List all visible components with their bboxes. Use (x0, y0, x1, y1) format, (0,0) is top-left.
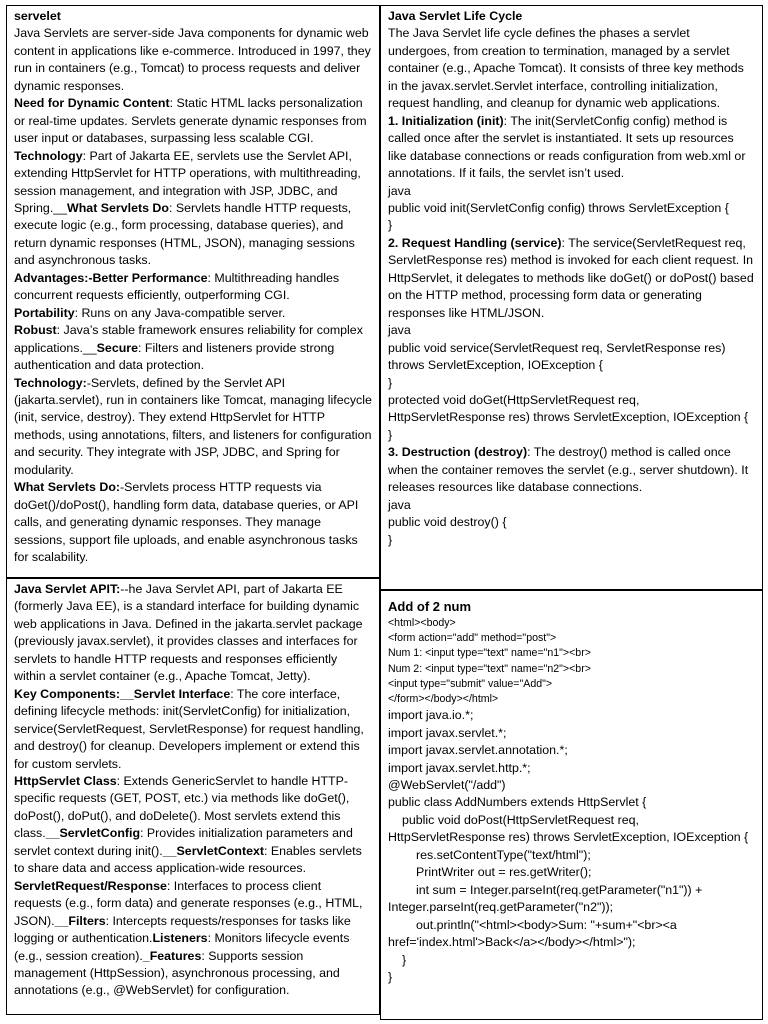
code-line: } (388, 218, 393, 233)
java-code-line: out.println("<html><body>Sum: "+sum+"<br><a href='index.html'>Back</a></body></html>"); (388, 917, 677, 950)
java-code-line: } (402, 952, 407, 967)
code-line: public void service(ServletRequest req, ServletResponse res) throws ServletException, IOException { (388, 340, 726, 373)
html-code-line: </form></body></html> (388, 693, 499, 706)
code-line: } (388, 532, 393, 547)
html-code-line: <form action="add" method="post"> (388, 632, 557, 645)
term: Listeners (152, 931, 208, 946)
definition: : Interfaces to process client requests (e.g., form data) and generate responses (e.g., HTML, JSON). (14, 878, 363, 928)
definition: : Part of Jakarta EE, servlets use the Servlet API, extending HttpServlet for HTTP operations, with multithreading, session management, and integration with JSP, JDBC, and Spring.__ (14, 148, 361, 215)
term: 2. Request Handling (service) (388, 235, 562, 250)
definition: : Servlets handle HTTP requests, execute logic (e.g., form processing, database queries), and return dynamic responses (HTML, JSON), managing sessions and asynchronous tasks. (14, 200, 355, 268)
paragraph (14, 479, 372, 566)
paragraph (14, 322, 372, 374)
java-code-line: int sum = Integer.parseInt(req.getParameter("n1")) + Integer.parseInt(req.getParameter("n2")); (388, 882, 703, 915)
definition: : Supports session management (HttpSession), asynchronous processing, and annotations (e.g., @WebServlet) for configuration. (14, 948, 340, 998)
term: __Filters (54, 913, 106, 928)
paragraph: Java Servlets are server-side Java components for dynamic web content in applications like e-commerce. Introduced in 1997, they run in containers (e.g., Tomcat) to process requests and deliver dynamic responses. (14, 26, 371, 93)
definition: : Filters and listeners provide strong authentication and data protection. (14, 340, 335, 373)
definition: : Static HTML lacks personalization or real-time updates. Servlets generate dynamic responses from user input or databases, surpassing less scalable CGI. (14, 96, 367, 146)
term: Robust (14, 323, 57, 338)
java-code-line: import javax.servlet.http.*; (388, 760, 531, 775)
term: Need for Dynamic Content (14, 96, 170, 111)
panel-title: Java Servlet APIT: (14, 582, 121, 596)
java-code-line: public class AddNumbers extends HttpServlet { (388, 795, 647, 810)
add-two-numbers-panel (380, 590, 763, 1020)
definition: : The init(ServletConfig config) method is called once after the servlet is instantiated. It sets up resources like database connections or reads configuration from web.xml or annotations. If it fails, the servlet isn’t used. (388, 113, 746, 181)
paragraph (14, 878, 372, 1000)
definition: : Runs on any Java-compatible server. (74, 305, 286, 320)
paragraph (14, 95, 372, 147)
panel-title: Add of 2 num (388, 599, 472, 614)
panel-title: servelet (14, 9, 61, 23)
paragraph (14, 773, 372, 878)
code-line: public void init(ServletConfig config) throws ServletException { (388, 200, 729, 215)
java-code-line: res.setContentType("text/html"); (416, 847, 591, 862)
paragraph (14, 375, 372, 480)
term: __ServletContext (162, 843, 264, 858)
term: What Servlets Do: (14, 480, 121, 495)
paragraph (388, 444, 755, 496)
definition: : Extends GenericServlet to handle HTTP-specific requests (GET, POST, etc.) via methods like doGet(), doPost(), doPut(), and doDelete(). Most servlets extend this class. (14, 773, 350, 841)
definition: : The destroy() method is called once when the container removes the servlet (e.g., server shutdown). It releases resources like database connections. (388, 445, 749, 495)
definition: : The core interface, defining lifecycle methods: init(ServletConfig) for initialization, service(ServletRequest, ServletResponse) for request handling, and destroy() for cleanup. Developers implement or extend this for custom servlets. (14, 686, 364, 771)
term: Technology (14, 148, 83, 163)
servlet-lifecycle-panel (380, 5, 763, 590)
term: Portability (14, 305, 75, 320)
java-code-line: public void doPost(HttpServletRequest req, HttpServletResponse res) throws ServletException, IOException { (388, 812, 749, 845)
paragraph (14, 270, 372, 305)
definition: : Enables servlets to share data and access application-wide resources. (14, 843, 362, 876)
term: Key Components:__Servlet Interface (14, 686, 231, 701)
term: 1. Initialization (init) (388, 113, 504, 128)
paragraph (14, 581, 372, 686)
definition: -Servlets process HTTP requests via doGet()/doPost(), handling form data, database queries, or API calls, and generating dynamic responses. They manage sessions, support file uploads, and enable asynchronous tasks for scalability. (14, 480, 359, 565)
term: __ServletConfig (45, 826, 141, 841)
definition: : The service(ServletRequest req, ServletResponse res) method is invoked for each client request. In HttpServlet, it delegates to methods like doGet() or doPost() based on the HTTP method, processing form data or generating responses like HTML/JSON. (388, 235, 754, 320)
java-code-line: import java.io.*; (388, 708, 474, 723)
servlet-overview-panel (6, 5, 380, 578)
definition: --he Java Servlet API, part of Jakarta EE (formerly Java EE), is a standard interface for building dynamic web applications in Java. Defined in the jakarta.servlet package (previously javax.servlet), it provides classes and interfaces for servlets to handle HTTP requests and responses efficiently within a servlet container (e.g., Apache Tomcat, Jetty). (14, 582, 363, 684)
code-line: protected void doGet(HttpServletRequest req, HttpServletResponse res) throws ServletException, IOException { (388, 392, 749, 425)
definition: : Java’s stable framework ensures reliability for complex applications.__ (14, 323, 363, 355)
code-line: public void destroy() { (388, 515, 507, 530)
java-code-line: @WebServlet("/add") (388, 778, 506, 793)
code-line: java (388, 323, 411, 338)
definition: : Monitors lifecycle events (e.g., session creation). (14, 931, 350, 963)
paragraph (14, 305, 372, 322)
paragraph (388, 235, 755, 322)
panel-title: Java Servlet Life Cycle (388, 9, 523, 23)
term: _Features (142, 948, 202, 963)
definition: : Multithreading handles concurrent requests efficiently, outperforming CGI. (14, 270, 340, 303)
code-line: } (388, 375, 393, 390)
html-code-line: <html><body> (388, 617, 456, 629)
java-code-line: import javax.servlet.annotation.*; (388, 743, 568, 758)
html-code-line: Num 1: <input type="text" name="n1"><br> (388, 647, 591, 660)
html-code-line: Num 2: <input type="text" name="n2"><br> (388, 662, 591, 675)
paragraph: The Java Servlet life cycle defines the phases a servlet undergoes, from creation to termination, managed by a servlet container (e.g., Apache Tomcat). It consists of three key methods in the javax.servlet.Servlet interface, controlling initialization, request handling, and cleanup for dynamic web applications. (388, 26, 744, 111)
term: What Servlets Do (67, 200, 169, 215)
paragraph (14, 686, 372, 773)
html-code-line: <input type="submit" value="Add"> (388, 677, 553, 690)
definition: : Intercepts requests/responses for tasks like logging or authentication. (14, 913, 351, 946)
term: 3. Destruction (destroy) (388, 445, 528, 460)
term: Secure (96, 340, 139, 355)
code-line: } (388, 427, 393, 442)
definition: : Provides initialization parameters and servlet context during init(). (14, 826, 353, 858)
paragraph (388, 113, 755, 183)
paragraph (14, 148, 372, 270)
java-code-line: } (388, 970, 393, 985)
term: Technology: (14, 375, 87, 390)
term: HttpServlet Class (14, 773, 117, 788)
servlet-api-panel (6, 578, 380, 1015)
term: Advantages:-Better Performance (14, 270, 208, 285)
definition: -Servlets, defined by the Servlet API (jakarta.servlet), run in containers like Tomcat, managing lifecycle (init, service, destroy). They extend HttpServlet for HTTP methods, using annotations, filters, and listeners for configuration and security. They integrate with JSP, JDBC, and Spring for modularity. (14, 375, 372, 477)
term: ServletRequest/Response (14, 878, 167, 893)
java-code-line: import javax.servlet.*; (388, 725, 507, 740)
java-code-line: PrintWriter out = res.getWriter(); (416, 865, 592, 880)
code-line: java (388, 497, 411, 512)
code-line: java (388, 183, 411, 198)
